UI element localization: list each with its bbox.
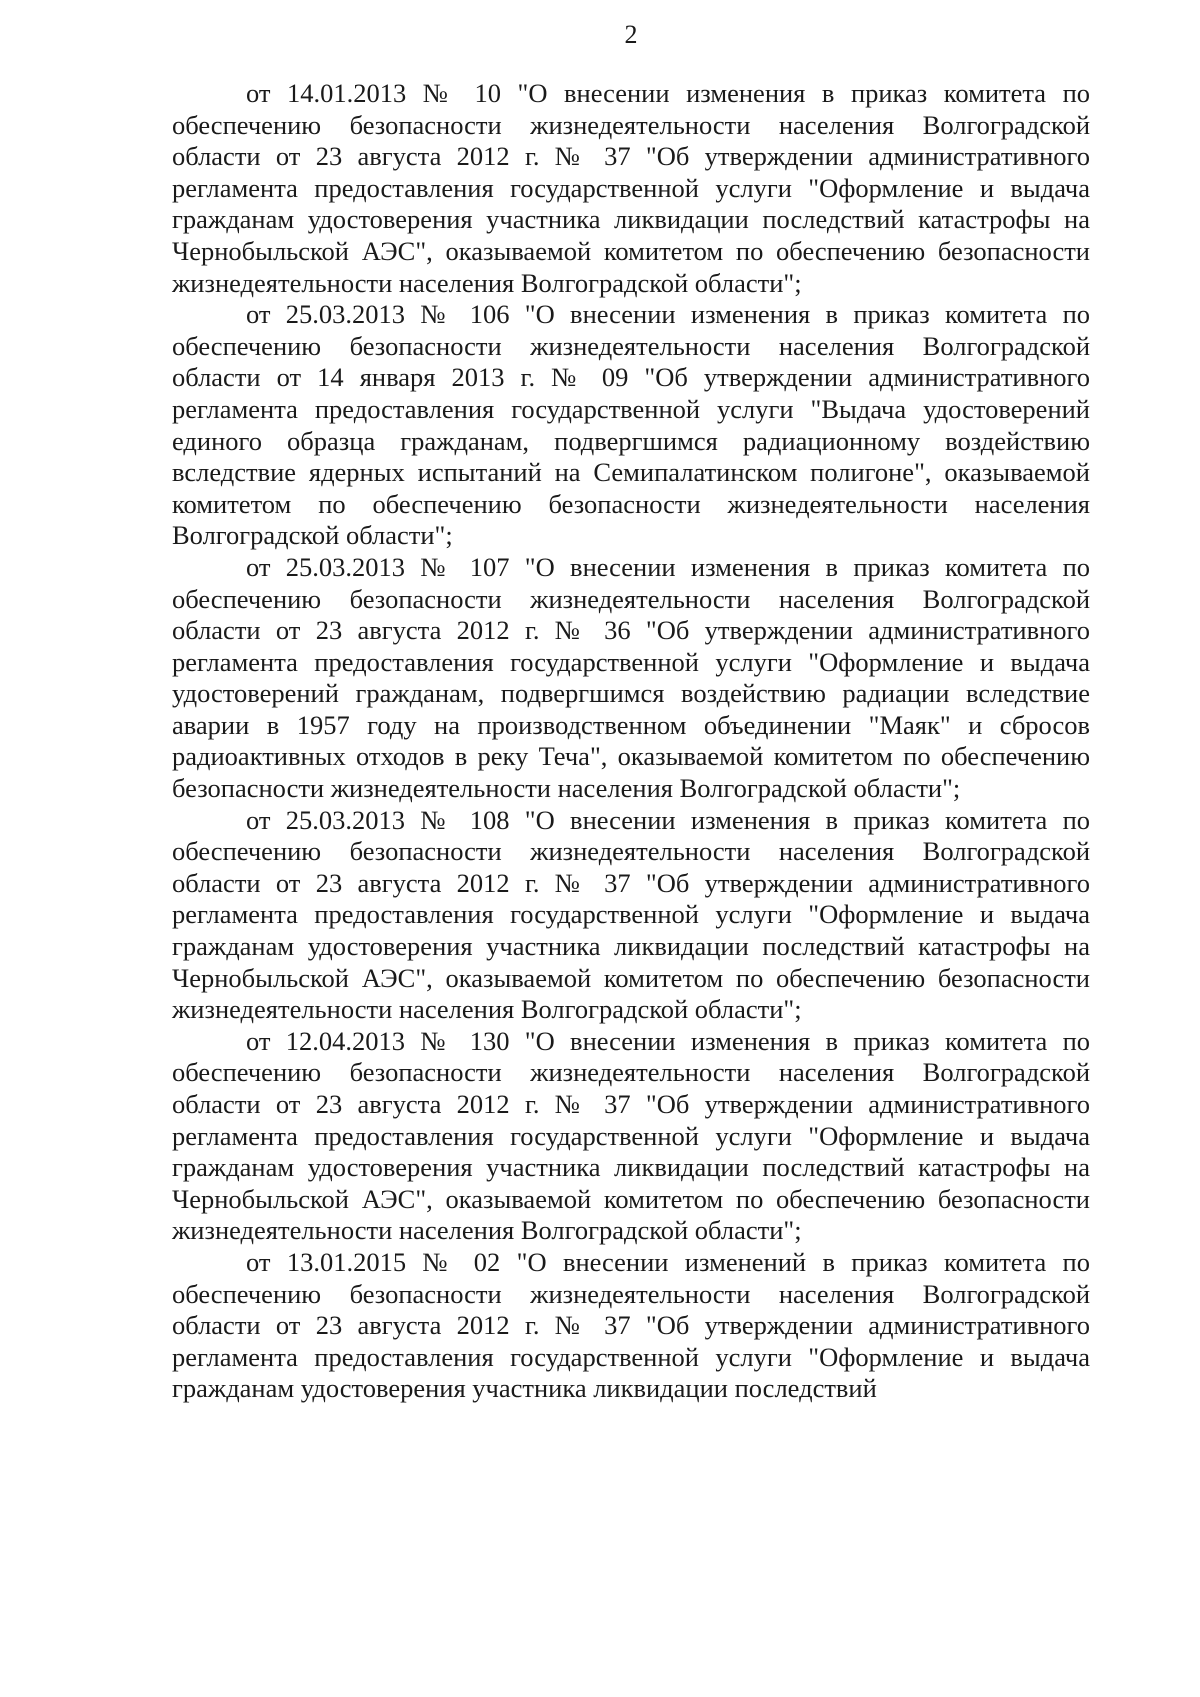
paragraph-order-2013-03-25-no-108: от 25.03.2013 № 108 "О внесении изменения в приказ комитета по обеспечению безопасности жизнедеятельности населения Волгоградской области от 23 августа 2012 г. № 37 "Об утверждении административного регламента предоставления государственной услуги "Оформление и выдача гражданам удостоверения участника ликвидации последствий катастрофы на Чернобыльской АЭС", оказываемой комитетом по обеспечению безопасности жизнедеятельности населения Волгоградской области";: [172, 804, 1090, 1025]
paragraph-order-2013-01-14-no-10: от 14.01.2013 № 10 "О внесении изменения в приказ комитета по обеспечению безопасности жизнедеятельности населения Волгоградской области от 23 августа 2012 г. № 37 "Об утверждении административного регламента предоставления государственной услуги "Оформление и выдача гражданам удостоверения участника ликвидации последствий катастрофы на Чернобыльской АЭС", оказываемой комитетом по обеспечению безопасности жизнедеятельности населения Волгоградской области";: [172, 78, 1090, 298]
paragraph-order-2015-01-13-no-02: от 13.01.2015 № 02 "О внесении изменений в приказ комитета по обеспечению безопасности жизнедеятельности населения Волгоградской области от 23 августа 2012 г. № 37 "Об утверждении административного регламента предоставления государственной услуги "Оформление и выдача гражданам удостоверения участника ликвидации последствий: [172, 1246, 1090, 1404]
paragraph-order-2013-03-25-no-106: от 25.03.2013 № 106 "О внесении изменения в приказ комитета по обеспечению безопасности жизнедеятельности населения Волгоградской области от 14 января 2013 г. № 09 "Об утверждении административного регламента предоставления государственной услуги "Выдача удостоверений единого образца гражданам, подвергшимся радиационному воздействию вследствие ядерных испытаний на Семипалатинском полигоне", оказываемой комитетом по обеспечению безопасности жизнедеятельности населения Волгоградской области";: [172, 299, 1090, 551]
paragraph-order-2013-03-25-no-107: от 25.03.2013 № 107 "О внесении изменения в приказ комитета по обеспечению безопасности жизнедеятельности населения Волгоградской области от 23 августа 2012 г. № 36 "Об утверждении административного регламента предоставления государственной услуги "Оформление и выдача удостоверений гражданам, подвергшимся воздействию радиации вследствие аварии в 1957 году на производственном объединении "Маяк" и сбросов радиоактивных отходов в реку Теча", оказываемой комитетом по обеспечению безопасности жизнедеятельности населения Волгоградской области";: [172, 551, 1090, 804]
document-body: [172, 78, 1090, 1405]
page-number: 2: [624, 20, 638, 49]
paragraph-order-2013-04-12-no-130: от 12.04.2013 № 130 "О внесении изменения в приказ комитета по обеспечению безопасности жизнедеятельности населения Волгоградской области от 23 августа 2012 г. № 37 "Об утверждении административного регламента предоставления государственной услуги "Оформление и выдача гражданам удостоверения участника ликвидации последствий катастрофы на Чернобыльской АЭС", оказываемой комитетом по обеспечению безопасности жизнедеятельности населения Волгоградской области";: [172, 1025, 1090, 1246]
